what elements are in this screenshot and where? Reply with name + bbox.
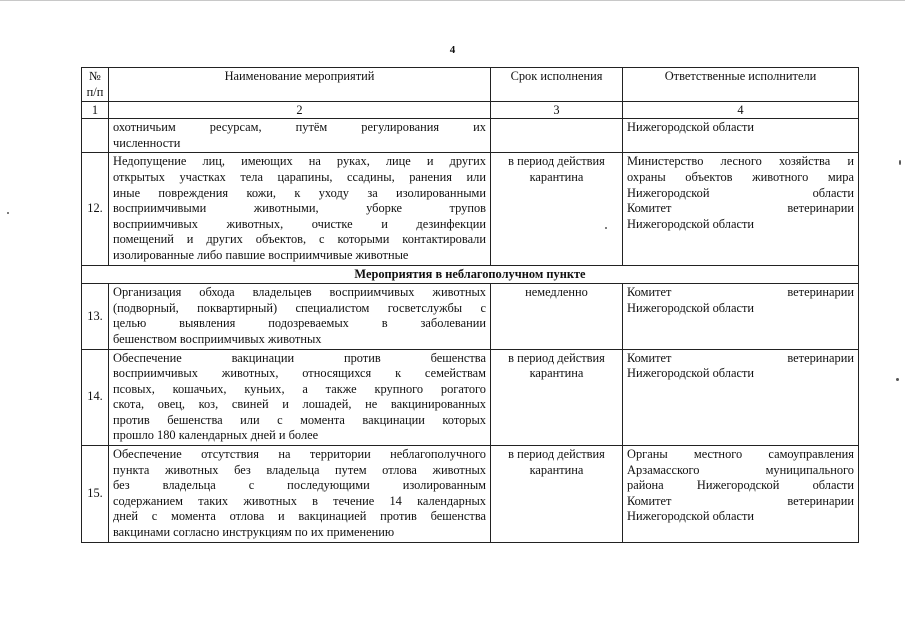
- cell-text-line: псовых, кошачьих, куньих, а также крупного рогатого: [113, 381, 486, 396]
- row-number: [82, 119, 109, 153]
- cell-text-line: Недопущение лиц, имеющих на руках, лице и других: [113, 154, 486, 169]
- cell-text-line: восприимчивых животных, относящихся к семействам: [113, 366, 486, 381]
- table-row: [82, 119, 859, 153]
- scan-speck: [896, 378, 899, 381]
- measure-cell: [109, 446, 491, 543]
- header-responsible: Ответственные исполнители: [623, 68, 859, 102]
- cell-text-line: пункта животных без владельца путем отлова животных: [113, 462, 486, 477]
- header-number: [82, 68, 109, 102]
- cell-text-line: дней с момента отлова и вакцинацией против бешенства: [113, 509, 486, 524]
- table-row: [82, 349, 859, 446]
- header-number-line: №: [89, 69, 101, 83]
- table-row: [82, 153, 859, 265]
- row-number: 14.: [82, 349, 109, 446]
- header-number-line: п/п: [86, 84, 104, 99]
- cell-text-line: Органы местного самоуправления: [627, 447, 854, 462]
- cell-text-line: численности: [113, 135, 181, 150]
- term-cell: [491, 153, 623, 265]
- cell-text-line: Обеспечение вакцинации против бешенства: [113, 350, 486, 365]
- table-row: [82, 446, 859, 543]
- cell-text-line: Нижегородской области: [627, 120, 755, 135]
- column-index: 3: [491, 102, 623, 119]
- cell-text-line: целью выявления подозреваемых в заболевании: [113, 316, 486, 331]
- cell-text-line: иные повреждения кожи, к уходу за изолированными: [113, 185, 486, 200]
- table-header-row: [82, 68, 859, 102]
- cell-text-line: Комитет ветеринарии: [627, 350, 854, 365]
- cell-text-line: без владельца с последующими изолированным: [113, 478, 486, 493]
- header-measures: Наименование мероприятий: [109, 68, 491, 102]
- cell-text-line: карантина: [529, 462, 584, 477]
- cell-text-line: Нижегородской области: [627, 216, 755, 231]
- row-number: 15.: [82, 446, 109, 543]
- cell-text-line: восприимчивых животных, очистке и дезинфекции: [113, 216, 486, 231]
- column-index: 1: [82, 102, 109, 119]
- cell-text-line: бешенством восприимчивых животных: [113, 331, 322, 346]
- cell-text-line: Нижегородской области: [627, 366, 755, 381]
- cell-text-line: вакцинами согласно инструкциям по их применению: [113, 525, 395, 540]
- responsible-cell: [623, 119, 859, 153]
- measure-cell: [109, 119, 491, 153]
- measure-cell: [109, 284, 491, 349]
- cell-text-line: охраны объектов животного мира: [627, 169, 854, 184]
- cell-text-line: района Нижегородской области: [627, 478, 854, 493]
- cell-text-line: восприимчивыми животными, уборке трупов: [113, 201, 486, 216]
- responsible-cell: [623, 284, 859, 349]
- term-cell: [491, 446, 623, 543]
- term-cell: [491, 349, 623, 446]
- cell-text-line: Арзамасского муниципального: [627, 462, 854, 477]
- scan-speck: [605, 227, 607, 229]
- cell-text-line: скота, овец, коз, свиней и лошадей, не вакцинированных: [113, 397, 486, 412]
- cell-text-line: Нижегородской области: [627, 300, 755, 315]
- cell-text-line: Министерство лесного хозяйства и: [627, 154, 854, 169]
- cell-text-line: Нижегородской области: [627, 185, 854, 200]
- cell-text-line: Обеспечение отсутствия на территории неблагополучного: [113, 447, 486, 462]
- column-index: 2: [109, 102, 491, 119]
- measure-cell: [109, 349, 491, 446]
- cell-text-line: Комитет ветеринарии: [627, 201, 854, 216]
- header-term: Срок исполнения: [491, 68, 623, 102]
- responsible-cell: [623, 153, 859, 265]
- responsible-cell: [623, 349, 859, 446]
- column-index: 4: [623, 102, 859, 119]
- cell-text-line: карантина: [529, 366, 584, 381]
- cell-text-line: открытых участках тела царапины, ссадины, ранения или: [113, 169, 486, 184]
- cell-text-line: в период действия: [508, 447, 605, 462]
- cell-text-line: немедленно: [525, 285, 588, 300]
- cell-text-line: против бешенства или с момента вакцинации которых: [113, 412, 486, 427]
- cell-text-line: содержанием таких животных в течение 14 календарных: [113, 493, 486, 508]
- cell-text-line: Нижегородской области: [627, 509, 755, 524]
- cell-text-line: (подворный, поквартирный) специалистом госветслужбы с: [113, 300, 486, 315]
- cell-text-line: карантина: [529, 169, 584, 184]
- cell-text-line: Комитет ветеринарии: [627, 285, 854, 300]
- cell-text-line: в период действия: [508, 154, 605, 169]
- column-index-row: [82, 102, 859, 119]
- table-row: [82, 284, 859, 349]
- cell-text-line: изолированные либо павшие восприимчивые животные: [113, 247, 409, 262]
- measures-table: [81, 67, 859, 543]
- cell-text-line: помещений и других объектов, с которыми контактировали: [113, 232, 486, 247]
- cell-text-line: Организация обхода владельцев восприимчивых животных: [113, 285, 486, 300]
- scan-top-edge: [0, 0, 905, 1]
- cell-text-line: Комитет ветеринарии: [627, 493, 854, 508]
- term-cell: [491, 284, 623, 349]
- scan-speck: [899, 160, 901, 165]
- section-title: Мероприятия в неблагополучном пункте: [82, 265, 859, 284]
- section-row: [82, 265, 859, 284]
- measure-cell: [109, 153, 491, 265]
- cell-text-line: прошло 180 календарных дней и более: [113, 428, 319, 443]
- scan-speck: [7, 212, 9, 214]
- term-cell: [491, 119, 623, 153]
- cell-text-line: в период действия: [508, 350, 605, 365]
- page-number: 4: [449, 44, 456, 56]
- row-number: 12.: [82, 153, 109, 265]
- row-number: 13.: [82, 284, 109, 349]
- responsible-cell: [623, 446, 859, 543]
- cell-text-line: охотничьим ресурсам, путём регулирования их: [113, 120, 486, 135]
